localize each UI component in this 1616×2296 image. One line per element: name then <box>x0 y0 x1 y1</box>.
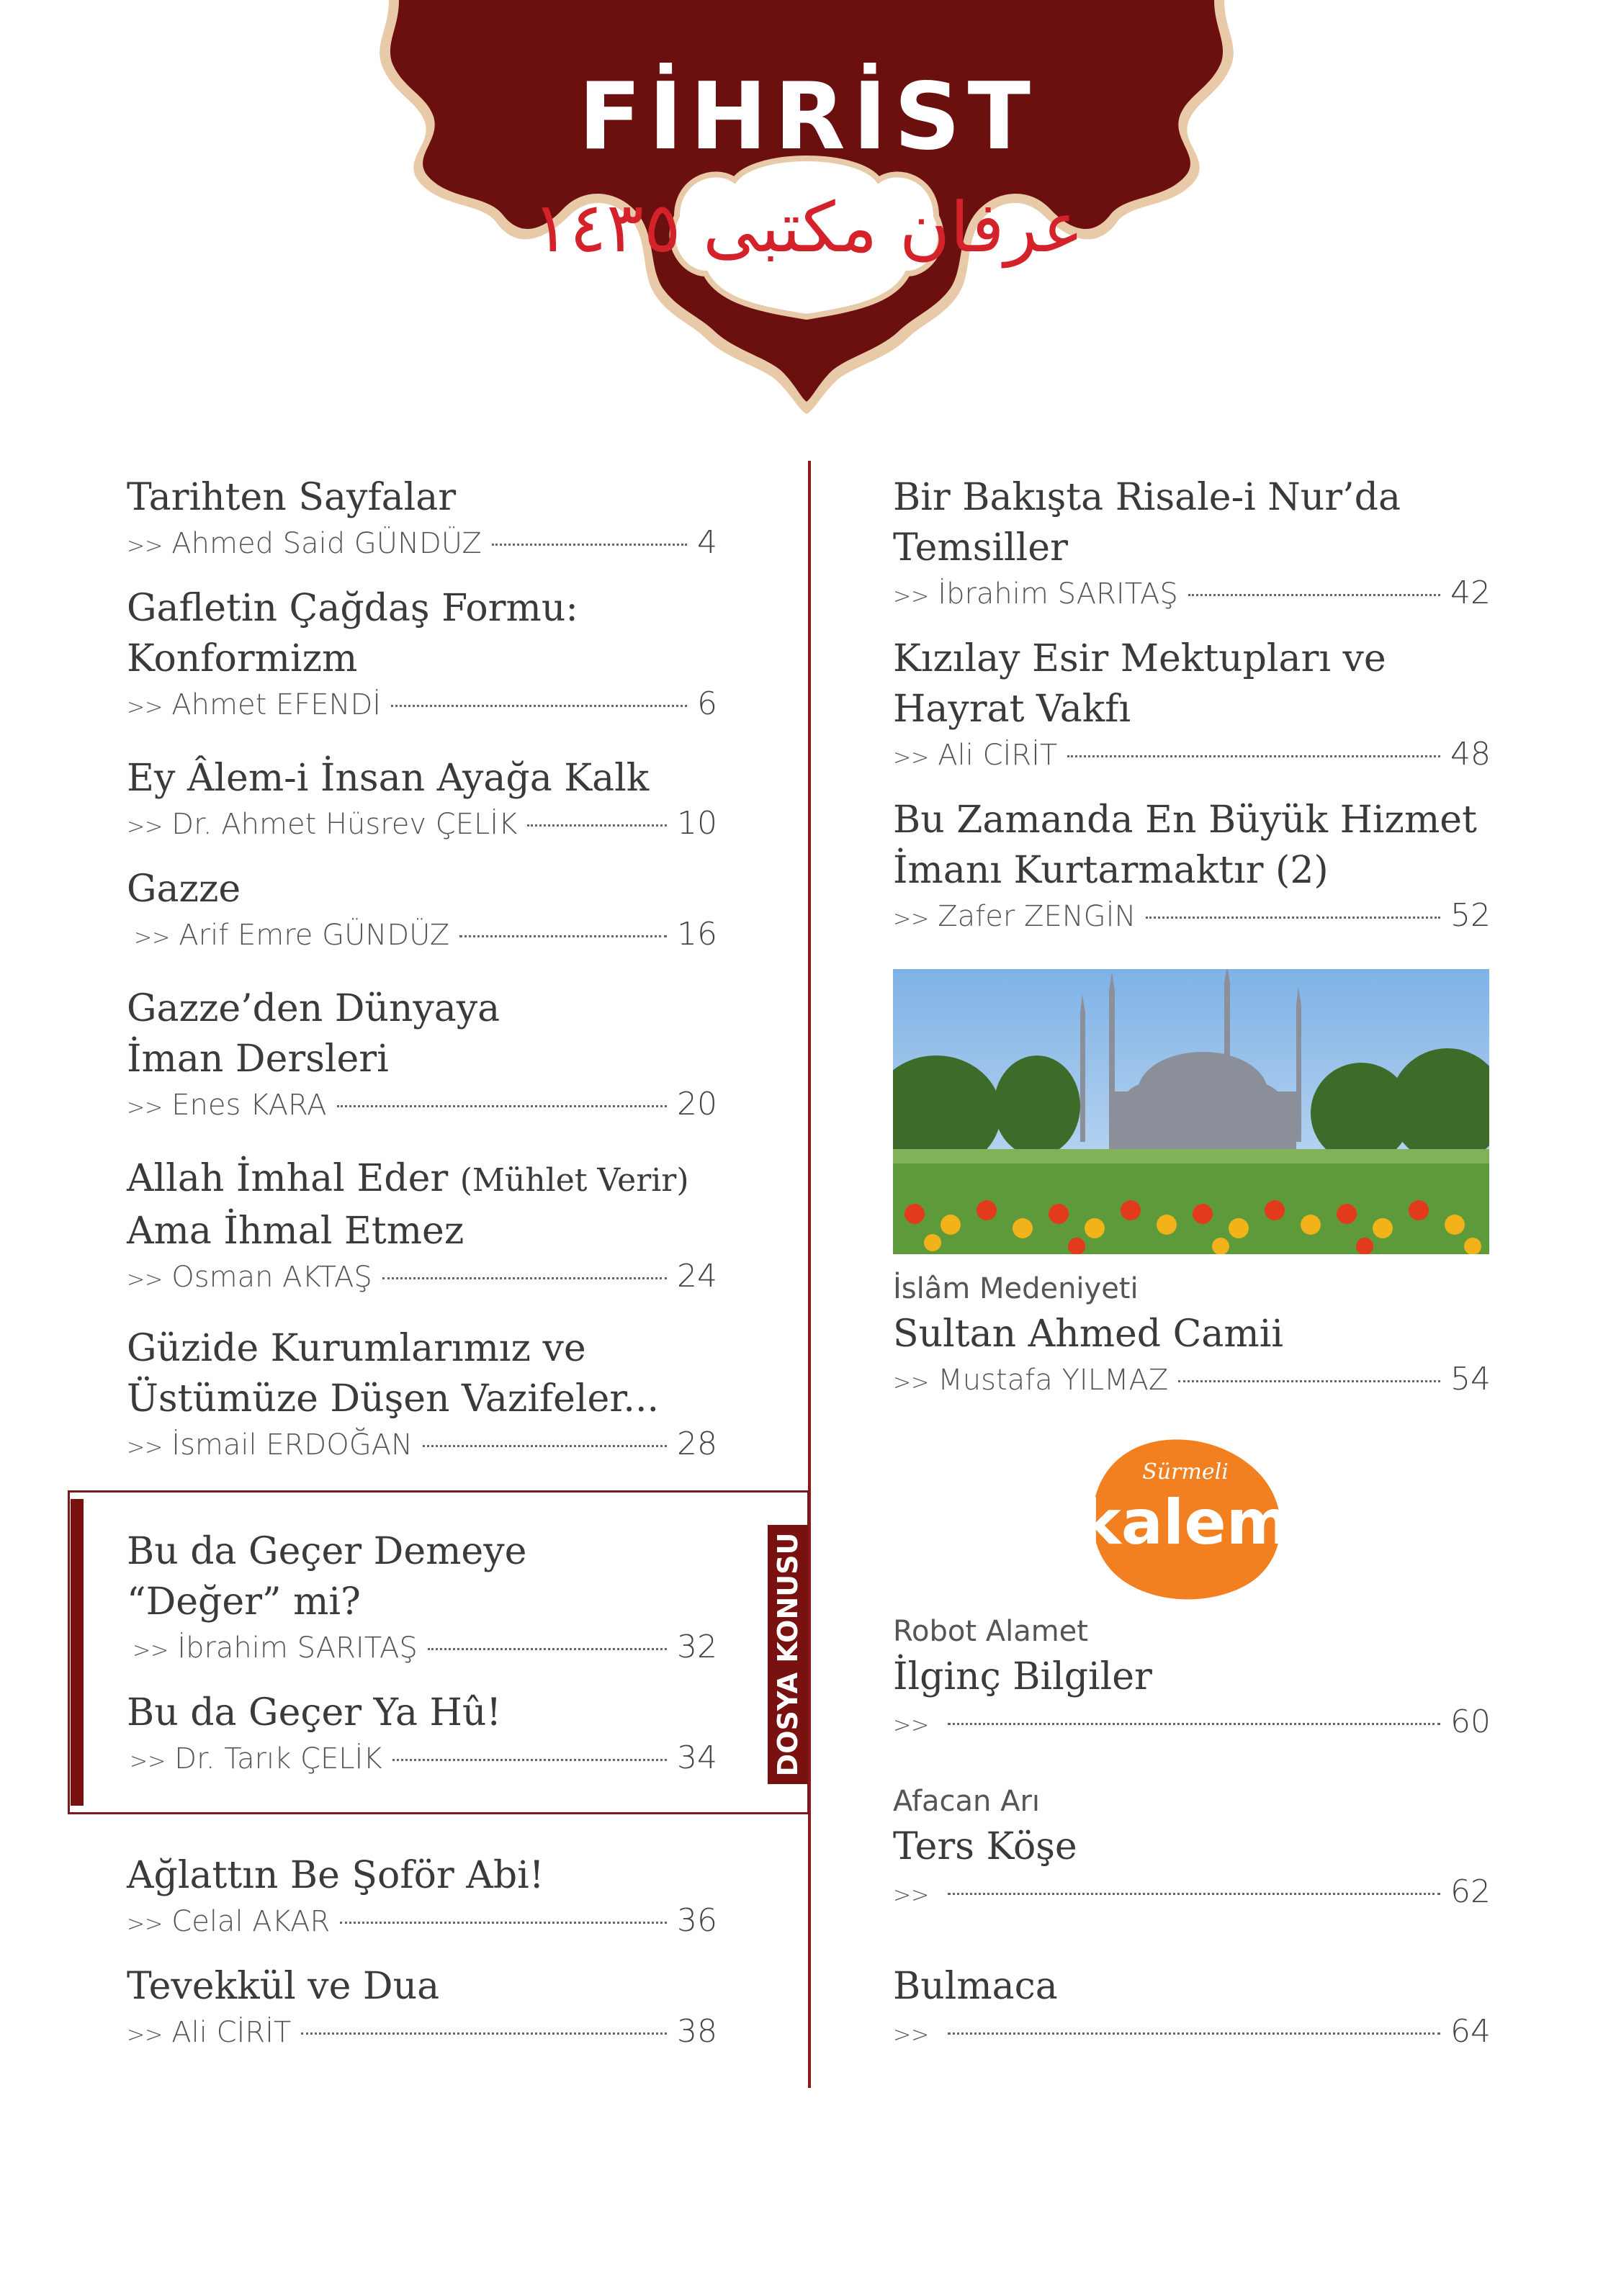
toc-entry[interactable] <box>127 472 717 567</box>
entry-author: Ali CİRİT <box>171 2016 292 2049</box>
entry-page: 24 <box>677 1258 717 1295</box>
entry-title: Kızılay Esir Mektupları ve <box>893 637 1386 680</box>
entry-byline: >> Dr. Ahmet Hüsrev ÇELİK 10 <box>127 803 717 847</box>
logo-word: kalem <box>1079 1487 1291 1559</box>
entry-title: Ters Köşe <box>893 1825 1077 1868</box>
kalem-logo <box>1077 1428 1293 1608</box>
mosque-photo <box>893 969 1489 1254</box>
entry-author: İsmail ERDOĞAN <box>171 1428 413 1462</box>
entry-page: 54 <box>1450 1361 1491 1397</box>
entry-byline: >> Osman AKTAŞ 24 <box>127 1256 717 1300</box>
toc-entry[interactable] <box>127 1961 717 2056</box>
entry-title: Gazze <box>127 868 241 911</box>
toc-entry[interactable] <box>127 983 717 1128</box>
entry-title: Ağlattın Be Şoför Abi! <box>127 1854 544 1897</box>
entry-author: Celal AKAR <box>171 1905 331 1938</box>
entry-title: İman Dersleri <box>127 1037 389 1081</box>
toc-entry[interactable] <box>127 753 717 847</box>
entry-title: Temsiller <box>893 526 1068 570</box>
calligraphy-logo: عرفان مكتبى ١٤٣٥ <box>532 187 1084 268</box>
column-divider <box>808 461 811 2088</box>
entry-page: 10 <box>677 805 717 842</box>
toc-entry[interactable] <box>127 1850 717 1945</box>
entry-title: İlginç Bilgiler <box>893 1655 1152 1698</box>
entry-byline: >> Celal AKAR 36 <box>127 1901 717 1945</box>
header-banner <box>0 0 1616 432</box>
entry-author: Mustafa YILMAZ <box>938 1364 1169 1397</box>
entry-author: Dr. Tarık ÇELİK <box>174 1742 382 1775</box>
entry-title: Ama İhmal Etmez <box>127 1210 464 1253</box>
entry-byline: >> Dr. Tarık ÇELİK 34 <box>127 1738 717 1782</box>
entry-title: Sultan Ahmed Camii <box>893 1313 1283 1356</box>
entry-page: 42 <box>1450 575 1491 611</box>
entry-byline: >> Enes KARA 20 <box>127 1084 717 1128</box>
entry-kicker: Afacan Arı <box>893 1785 1041 1818</box>
toc-entry[interactable] <box>893 1961 1491 2056</box>
entry-byline: >> Mustafa YILMAZ 54 <box>893 1359 1491 1403</box>
toc-entry[interactable] <box>893 472 1491 617</box>
entry-byline: >> Ali CİRİT 38 <box>127 2012 717 2056</box>
dossier-accent-bar <box>71 1499 84 1806</box>
entry-title: Hayrat Vakfı <box>893 688 1131 731</box>
entry-page: 34 <box>677 1739 717 1776</box>
entry-title: Bir Bakışta Risale-i Nur’da <box>893 476 1401 519</box>
entry-title-sub: (Mühlet Verir) <box>459 1162 689 1199</box>
toc-entry[interactable] <box>893 1781 1491 1916</box>
entry-author: Ahmed Said GÜNDÜZ <box>171 527 482 560</box>
entry-byline: >> İbrahim SARITAŞ 42 <box>893 573 1491 617</box>
entry-byline: >> Ahmet EFENDİ 6 <box>127 684 717 728</box>
entry-kicker: Robot Alamet <box>893 1615 1088 1648</box>
toc-entry[interactable] <box>127 1323 717 1468</box>
dossier-label: DOSYA KONUSU <box>772 1532 804 1777</box>
entry-author: Arif Emre GÜNDÜZ <box>179 919 450 952</box>
toc-entry[interactable] <box>127 583 717 728</box>
entry-kicker: İslâm Medeniyeti <box>893 1272 1139 1305</box>
entry-title: Allah İmhal Eder (Mühlet Verir) <box>127 1157 689 1200</box>
entry-byline: >> 60 <box>893 1702 1491 1746</box>
entry-title: Bulmaca <box>893 1965 1058 2008</box>
entry-title: Tarihten Sayfalar <box>127 476 457 519</box>
entry-title: Ey Âlem-i İnsan Ayağa Kalk <box>127 757 650 800</box>
entry-author: Osman AKTAŞ <box>171 1261 372 1294</box>
entry-byline: >> Arif Emre GÜNDÜZ 16 <box>127 914 717 958</box>
entry-author: İbrahim SARITAŞ <box>177 1631 418 1665</box>
entry-title: Gafletin Çağdaş Formu: <box>127 587 578 630</box>
toc-entry[interactable] <box>893 1269 1491 1403</box>
entry-byline: >> İsmail ERDOĞAN 28 <box>127 1424 717 1468</box>
entry-title: İmanı Kurtarmaktır (2) <box>893 849 1329 892</box>
entry-page: 6 <box>697 685 717 722</box>
toc-entry[interactable] <box>127 1153 717 1300</box>
toc-entry[interactable] <box>127 1526 717 1671</box>
entry-title: Güzide Kurumlarımız ve <box>127 1327 586 1370</box>
entry-author: İbrahim SARITAŞ <box>938 577 1178 611</box>
entry-page: 38 <box>677 2013 717 2050</box>
entry-page: 4 <box>697 524 717 561</box>
entry-byline: >> İbrahim SARITAŞ 32 <box>127 1627 717 1671</box>
page-title: FİHRİST <box>578 63 1038 171</box>
toc-entry[interactable] <box>893 795 1491 940</box>
entry-page: 62 <box>1450 1873 1491 1910</box>
entry-byline: >> 64 <box>893 2012 1491 2056</box>
entry-page: 64 <box>1450 2013 1491 2050</box>
entry-page: 36 <box>677 1902 717 1939</box>
toc-entry[interactable] <box>893 634 1491 778</box>
entry-title: Bu da Geçer Ya Hû! <box>127 1691 502 1734</box>
entry-title: Üstümüze Düşen Vazifeler... <box>127 1377 660 1421</box>
entry-page: 20 <box>677 1086 717 1122</box>
entry-title: Gazze’den Dünyaya <box>127 987 500 1030</box>
toc-entry[interactable] <box>127 1688 717 1782</box>
entry-author: Ali CİRİT <box>938 739 1058 772</box>
entry-title: “Değer” mi? <box>127 1580 361 1624</box>
entry-byline: >> Zafer ZENGİN 52 <box>893 896 1491 940</box>
entry-author: Zafer ZENGİN <box>938 900 1136 933</box>
entry-page: 52 <box>1450 897 1491 934</box>
entry-byline: >> Ali CİRİT 48 <box>893 734 1491 778</box>
toc-entry[interactable] <box>127 864 717 958</box>
entry-page: 16 <box>677 916 717 953</box>
entry-page: 32 <box>677 1629 717 1665</box>
entry-title: Tevekkül ve Dua <box>127 1965 440 2008</box>
toc-entry[interactable] <box>893 1611 1491 1746</box>
entry-byline: >> 62 <box>893 1872 1491 1916</box>
entry-title: Bu da Geçer Demeye <box>127 1530 527 1573</box>
entry-title: Bu Zamanda En Büyük Hizmet <box>893 798 1477 842</box>
entry-byline: >> Ahmed Said GÜNDÜZ 4 <box>127 523 717 567</box>
entry-author: Enes KARA <box>171 1089 327 1122</box>
entry-author: Dr. Ahmet Hüsrev ÇELİK <box>171 808 518 841</box>
entry-page: 48 <box>1450 736 1491 773</box>
entry-title: Konformizm <box>127 637 358 680</box>
logo-script: Sürmeli <box>1142 1459 1229 1485</box>
entry-page: 28 <box>677 1426 717 1462</box>
entry-page: 60 <box>1450 1703 1491 1740</box>
entry-author: Ahmet EFENDİ <box>171 688 382 721</box>
